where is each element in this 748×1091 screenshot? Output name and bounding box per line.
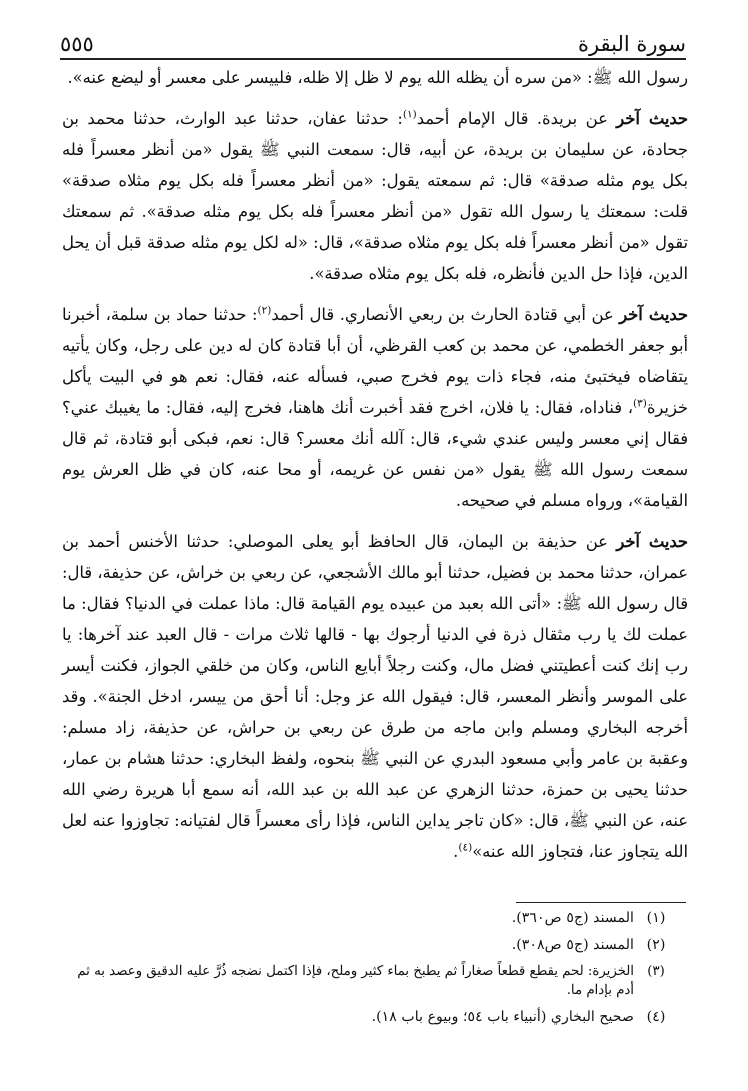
footnote-ref[interactable]: (٤)	[458, 841, 473, 854]
footnote-text: صحيح البخاري (أنبياء باب ٥٤؛ وبيوع باب ١٨).	[371, 1009, 634, 1025]
hadith-lead: حديث آخر	[616, 532, 689, 551]
footnote-number: (٢)	[646, 937, 666, 953]
hadith-abu-qatadah-paragraph	[62, 299, 688, 516]
footnote-text: المسند (ج٥ ص٣٠٨).	[511, 937, 634, 953]
footnote-item	[60, 908, 688, 928]
footnote-ref[interactable]: (٣)	[633, 397, 647, 410]
footnote-ref[interactable]: (١)	[402, 108, 417, 121]
hadith-text: عن بريدة. قال الإمام أحمد	[416, 109, 617, 128]
hadith-text: : حدثنا عفان، حدثنا عبد الوارث، حدثنا محمد بن جحادة، عن سليمان بن بريدة، عن أبيه، قال: سمعت النبي ﷺ يقول «من أنظر معسراً فله بكل يوم مثله صدقة» قال: ثم سمعته يقول: «من أنظر معسراً فله بكل يوم مثلاه صدقة» قلت: سمعتك يا رسول الله تقول «من أنظر معسراً فله بكل يوم مثله صدقة». ثم سمعتك تقول «من أنظر معسراً فله بكل يوم مثلاه صدقة»، قال: «له لكل يوم مثله صدقة قبل أن يحل الدين، فإذا حل الدين فأنظره، فله بكل يوم مثلاه صدقة».	[62, 109, 688, 283]
hadith-text: ، فناداه، فقال: يا فلان، اخرج فقد أخبرت أنك هاهنا، فخرج إليه، فقال: ما يغيبك عني؟ فقال إني معسر وليس عندي شيء، قال: آلله أنك معسر؟ قال: نعم، فبكى أبو قتادة، ثم قال سمعت رسول الله ﷺ يقول «من نفس عن غريمه، أو محا عنه، كان في ظل العرش يوم القيامة»، ورواه مسلم في صحيحه.	[62, 398, 688, 510]
footnote-number: (١)	[646, 910, 666, 926]
hadith-text: : حدثنا حماد بن سلمة، أخبرنا أبو جعفر الخطمي، عن محمد بن كعب القرظي، أن أبا قتادة كان له دين على رجل، وكان يأتيه يتقاضاه فيختبئ منه، فجاء ذات يوم فخرج صبي، فسأله عنه، فقال: نعم هو في البيت يأكل خزيرة	[62, 305, 688, 417]
footnote-text: الخزيرة: لحم يقطع قطعاً صغاراً ثم يطبخ بماء كثير وملح، فإذا اكتمل نضجه ذُرَّ عليه الدقيق وعصد به ثم أدم بإدام ما.	[77, 964, 634, 998]
hadith-lead: حديث آخر	[616, 109, 688, 128]
footnote-number: (٤)	[646, 1009, 666, 1025]
footnote-item	[60, 935, 688, 955]
footnote-item	[60, 962, 688, 1000]
page-header	[60, 26, 686, 60]
hadith-text: عن أبي قتادة الحارث بن ربعي الأنصاري. قال أحمد	[271, 305, 620, 324]
main-text	[62, 62, 688, 867]
hadith-hudhayfah-paragraph	[62, 526, 688, 867]
opening-paragraph: رسول الله ﷺ: «من سره أن يظله الله يوم لا ظل إلا ظله، فلييسر على معسر أو ليضع عنه».	[67, 68, 688, 87]
running-title: سورة البقرة	[577, 32, 686, 56]
footnote-number: (٣)	[647, 964, 665, 979]
footnote-item	[60, 1007, 688, 1027]
footnote-ref[interactable]: (٢)	[257, 304, 272, 317]
hadith-lead: حديث آخر	[619, 305, 688, 324]
hadith-text: عن حذيفة بن اليمان، قال الحافظ أبو يعلى الموصلي: حدثنا الأخنس أحمد بن عمران، حدثنا محمد بن فضيل، حدثنا أبو مالك الأشجعي، عن ربعي بن خراش، عن حذيفة، قال: قال رسول الله ﷺ: «أتى الله بعبد من عبيده يوم القيامة قال: ماذا عملت في الدنيا؟ فقال: ما عملت لك يا رب مثقال ذرة في الدنيا أرجوك بها - قالها ثلاث مرات - قال العبد عند آخرها: يا رب إنك كنت أعطيتني فضل مال، وكنت رجلاً أبايع الناس، وكان من خلقي الجواز، فكنت أيسر على الموسر وأنظر المعسر، قال: فيقول الله عز وجل: أنا أحق من ييسر، ادخل الجنة». وقد أخرجه البخاري ومسلم وابن ماجه من طرق عن ربعي بن حراش، عن حذيفة، زاد مسلم: وعقبة بن عامر وأبي مسعود البدري عن النبي ﷺ بنحوه، ولفظ البخاري: حدثنا هشام بن عمار، حدثنا يحيى بن حمزة، حدثنا الزهري عن عبد الله بن عبد الله، أنه سمع أبا هريرة رضي الله عنه، عن النبي ﷺ، قال: «كان تاجر يداين الناس، فإذا رأى معسراً قال لفتيانه: تجاوزوا عنه لعل الله يتجاوز عنا، فتجاوز الله عنه»	[62, 532, 688, 861]
page-number: ٥٥٥	[60, 32, 94, 56]
hadith-text: .	[453, 842, 459, 861]
footnote-text: المسند (ج٥ ص٣٦٠).	[511, 910, 634, 926]
footnote-divider	[516, 902, 686, 903]
hadith-buraydah-paragraph	[62, 103, 688, 289]
footnotes	[60, 908, 688, 1034]
